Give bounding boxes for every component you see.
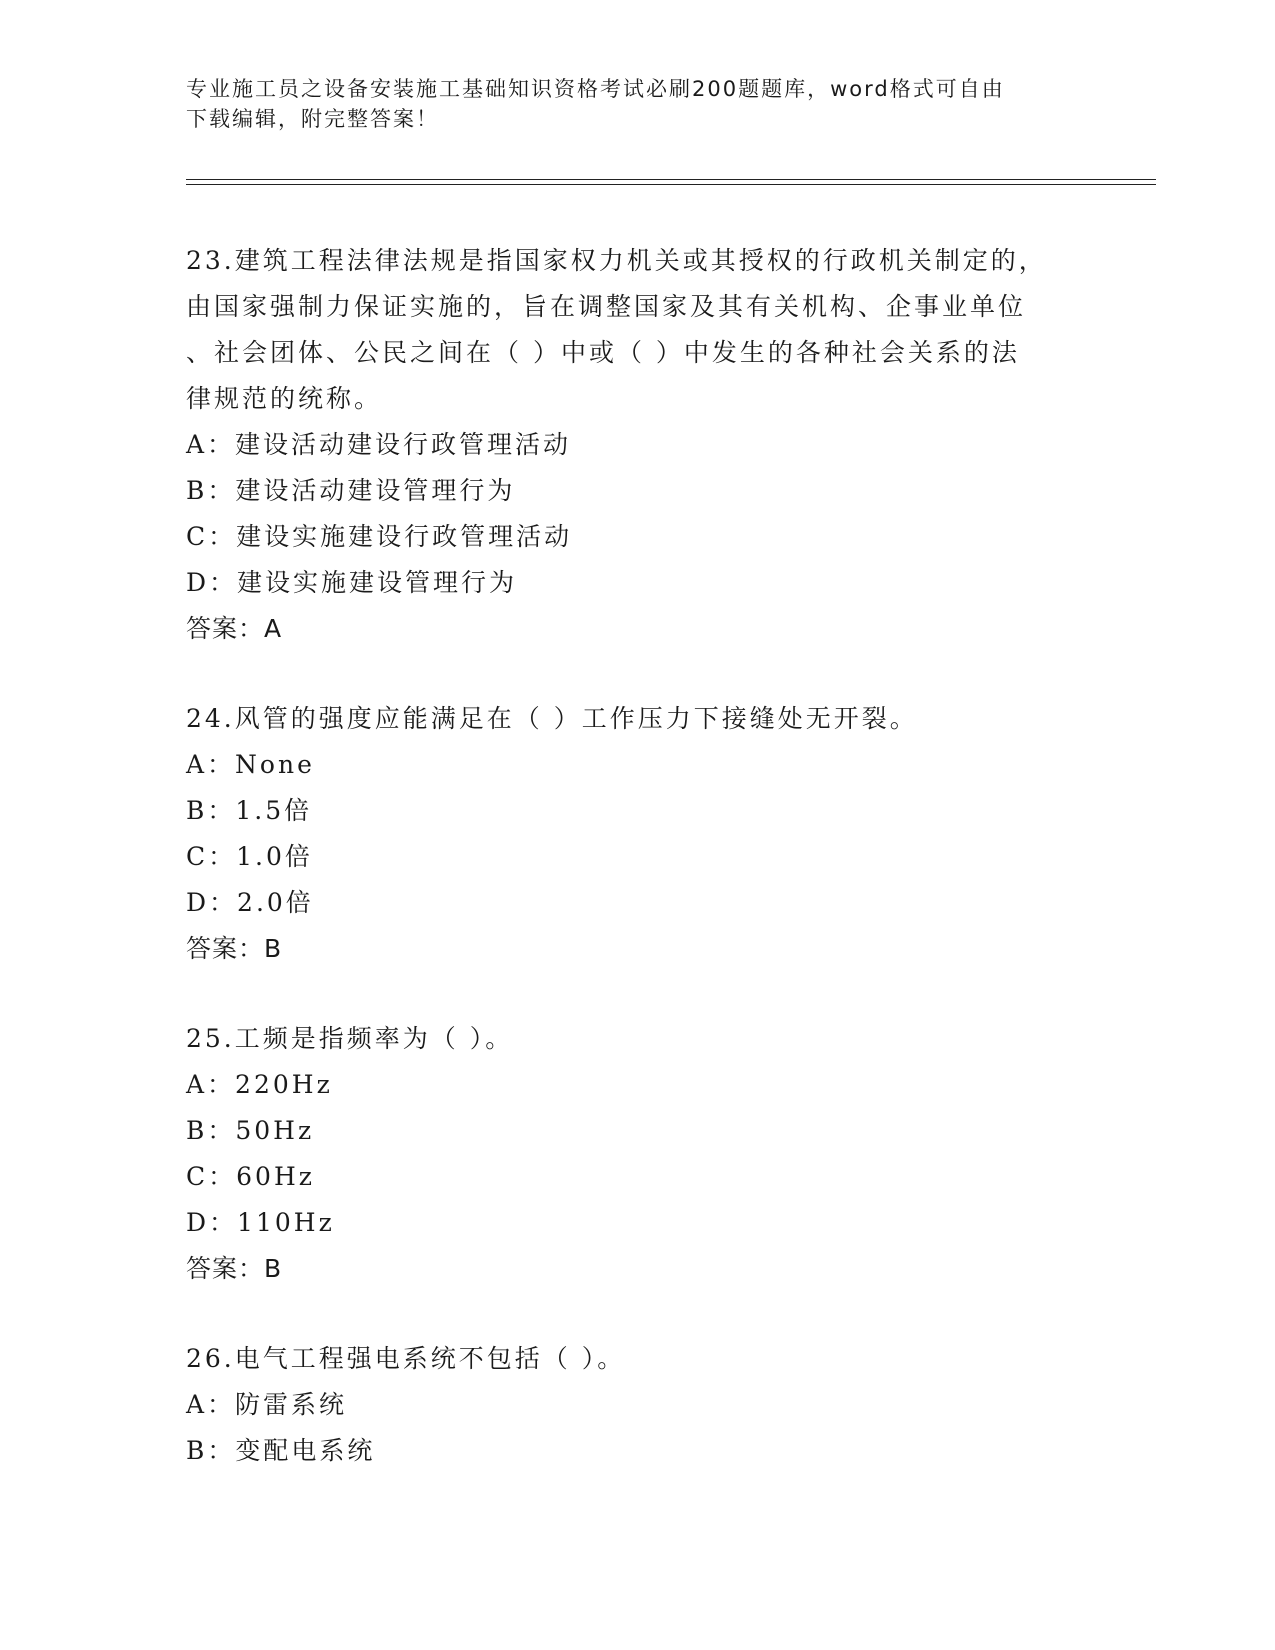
- option-d: D：110Hz: [186, 1208, 335, 1237]
- question-25: [186, 1016, 1086, 1292]
- answer-label: 答案：A: [186, 614, 283, 643]
- question-24: [186, 696, 1086, 972]
- option-d: D：2.0倍: [186, 888, 314, 917]
- option-b: B：50Hz: [186, 1116, 315, 1145]
- question-stem: [186, 238, 1086, 422]
- option-b: B：变配电系统: [186, 1436, 376, 1465]
- stem-line: 、社会团体、公民之间在（ ）中或（ ）中发生的各种社会关系的法: [186, 338, 1020, 367]
- stem-line: 25.工频是指频率为（ ）。: [186, 1024, 514, 1053]
- stem-line: 由国家强制力保证实施的，旨在调整国家及其有关机构、企事业单位: [186, 292, 1027, 321]
- question-stem: [186, 1016, 1086, 1062]
- header-divider-bottom: [186, 184, 1156, 185]
- option-a: A：防雷系统: [186, 1390, 348, 1419]
- option-a: A：None: [186, 750, 315, 779]
- stem-line: 26.电气工程强电系统不包括（ ）。: [186, 1344, 626, 1373]
- answer-label: 答案：B: [186, 934, 283, 963]
- option-a: A：建设活动建设行政管理活动: [186, 430, 572, 459]
- question-23: [186, 238, 1086, 652]
- option-b: B：1.5倍: [186, 796, 313, 825]
- question-stem: [186, 1336, 1086, 1382]
- option-b: B：建设活动建设管理行为: [186, 476, 516, 505]
- answer-label: 答案：B: [186, 1254, 283, 1283]
- header-line: 专业施工员之设备安装施工基础知识资格考试必刷200题题库，word格式可自由: [186, 77, 1005, 101]
- stem-line: 律规范的统称。: [186, 384, 383, 413]
- option-c: C：60Hz: [186, 1162, 315, 1191]
- question-stem: [186, 696, 1086, 742]
- question-list: [186, 238, 1086, 1474]
- stem-line: 24.风管的强度应能满足在（ ）工作压力下接缝处无开裂。: [186, 704, 918, 733]
- option-a: A：220Hz: [186, 1070, 333, 1099]
- stem-line: 23.建筑工程法律法规是指国家权力机关或其授权的行政机关制定的，: [186, 246, 1047, 275]
- question-26: [186, 1336, 1086, 1474]
- document-header: [186, 74, 1086, 134]
- option-c: C：1.0倍: [186, 842, 313, 871]
- option-d: D：建设实施建设管理行为: [186, 568, 518, 597]
- header-line: 下载编辑，附完整答案！: [186, 107, 439, 131]
- header-divider-top: [186, 179, 1156, 180]
- option-c: C：建设实施建设行政管理活动: [186, 522, 573, 551]
